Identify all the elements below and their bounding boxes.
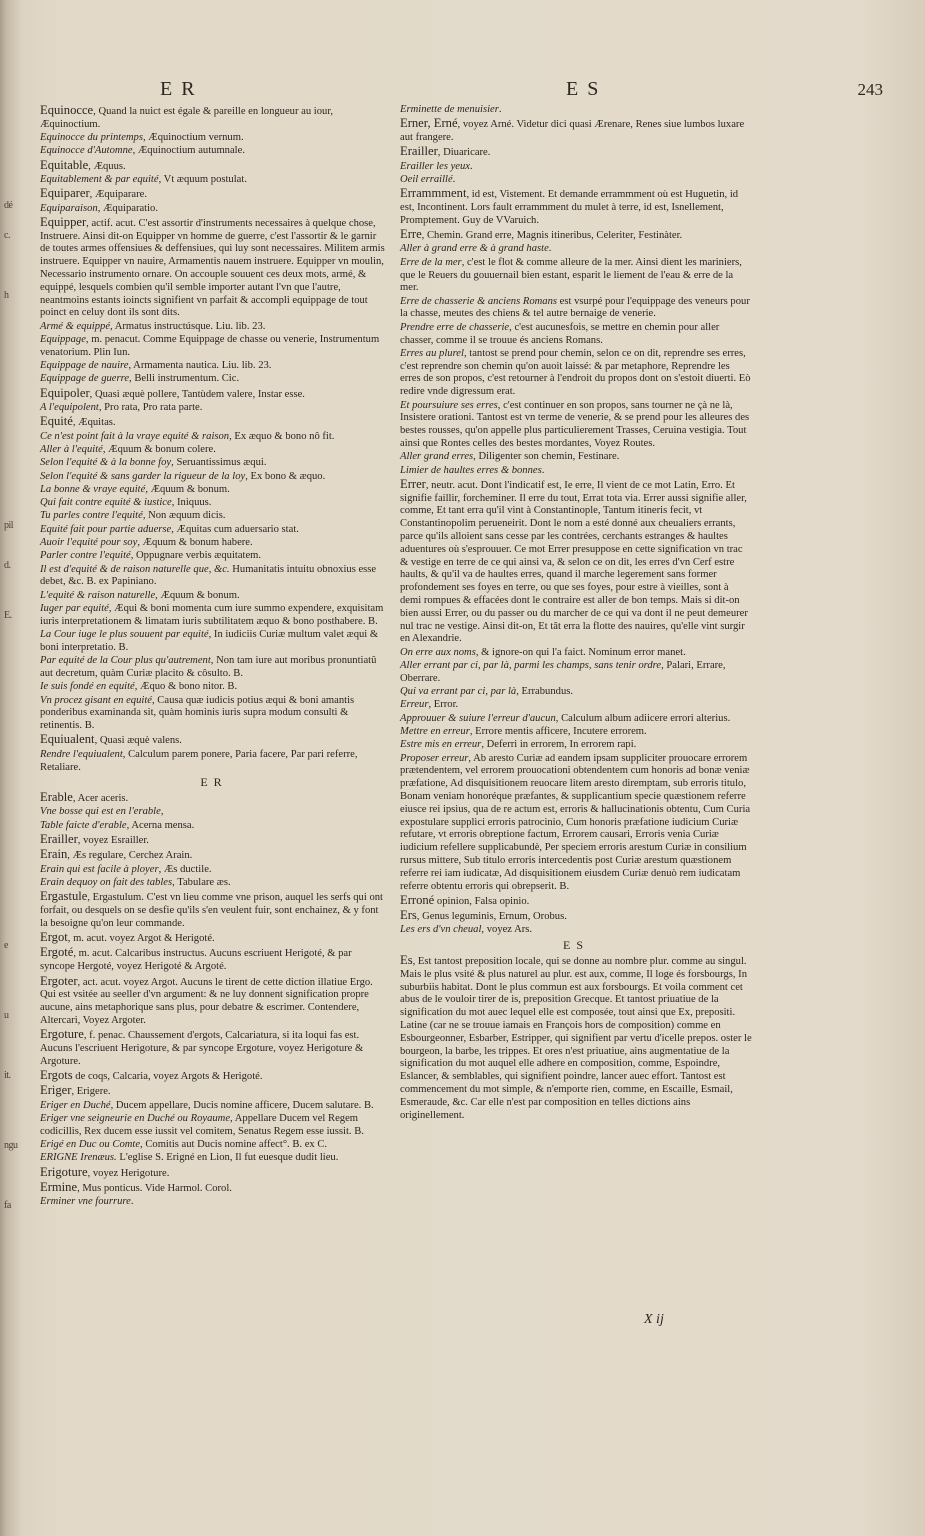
entry-definition: , Chemin. Grand erre, Magnis itineribus, Celeriter, Festinàter. <box>421 230 683 242</box>
entry-headword: Equitable <box>40 157 89 172</box>
dictionary-entry <box>400 909 752 924</box>
dictionary-entry <box>40 749 388 775</box>
entry-headword: Selon l'equité & sans garder la rigueur de la loy <box>40 470 246 482</box>
entry-headword: Equiparer <box>40 186 90 201</box>
entry-headword: Auoir l'equité pour soy <box>40 537 138 548</box>
dictionary-entry <box>40 1139 388 1152</box>
dictionary-entry <box>40 104 388 132</box>
entry-definition: . <box>470 160 473 172</box>
entry-definition: , Erigere. <box>71 1086 111 1098</box>
dictionary-entry <box>400 322 752 348</box>
entry-definition: , voyez Ars. <box>481 924 533 936</box>
entry-headword: Erigoture <box>40 1164 88 1179</box>
entry-definition: , m. acut. voyez Argot & Herigoté. <box>67 933 215 945</box>
dictionary-entry <box>400 243 752 256</box>
entry-definition: . <box>498 104 502 115</box>
entry-headword: Mettre en erreur <box>400 725 470 737</box>
dictionary-entry <box>40 497 388 510</box>
dictionary-entry <box>40 550 388 563</box>
margin-note: u <box>4 1010 9 1021</box>
dictionary-entry <box>40 444 388 457</box>
entry-headword: Errer <box>400 476 426 491</box>
dictionary-entry <box>400 954 752 1122</box>
entry-headword: Erable <box>40 790 73 805</box>
margin-note: fa <box>4 1200 11 1211</box>
dictionary-entry <box>40 402 388 415</box>
entry-definition: opinion, Falsa opinio. <box>434 895 530 907</box>
entry-definition: , Calculum parem ponere, Paria facere, Par pari referre, Retaliare. <box>40 748 358 773</box>
section-heading: ES <box>562 938 589 953</box>
entry-headword: Equiualent <box>40 732 95 747</box>
entry-definition: , Æqui & boni momenta cum iure summo expendere, exquisitam iuris interpretationem & limatam iuris subtilitatem æquo & bono posthabere. B. <box>40 602 384 627</box>
entry-definition: , c'est aucunesfois, se mettre en chemin pour aller chasser, comme il se trouue és anciens Romans. <box>400 321 720 346</box>
entry-headword: Equippage de nauire <box>40 360 129 372</box>
entry-headword: Oeil erraillé <box>400 173 453 185</box>
entry-headword: Erroné <box>400 892 435 907</box>
entry-headword: Es <box>400 953 413 967</box>
entry-definition: , Error. <box>428 699 459 711</box>
entry-headword: Erailler <box>400 144 438 159</box>
entry-headword: Equiparaison <box>40 202 98 214</box>
dictionary-entry <box>40 695 388 733</box>
entry-headword: Ce n'est point fait à la vraye equité & raison <box>40 430 230 442</box>
entry-definition: , voyez Herigoture. <box>87 1167 170 1179</box>
entry-headword: Equitablement & par equité <box>40 173 159 185</box>
entry-definition: , Armatus instructúsque. Liu. lib. 23. <box>110 320 266 332</box>
dictionary-entry <box>400 726 752 739</box>
entry-headword: Equipper <box>40 214 87 229</box>
dictionary-entry <box>400 451 752 464</box>
entry-definition: , f. penac. Chaussement d'ergots, Calcariatura, si ita loqui fas est. Aucuns l'escriuent Herigoture, & par syncope Ergoture, voyez Herigoture & Argoture. <box>40 1030 364 1067</box>
dictionary-entry <box>40 159 388 174</box>
entry-headword: Erre de chasserie & anciens Romans <box>400 295 558 307</box>
entry-definition: , Armamenta nautica. Liu. lib. 23. <box>128 360 272 372</box>
entry-headword: Rendre l'equiualent <box>40 748 123 760</box>
dictionary-entry <box>40 791 388 806</box>
entry-headword: Equité fait pour partie aduerse <box>40 523 172 535</box>
entry-definition: , Quand la nuict est égale & pareille en longueur au iour, Æquinoctium. <box>40 106 334 130</box>
entry-definition: , Deferri in errorem, In errorem rapi. <box>481 739 637 751</box>
margin-note: ngu <box>4 1140 18 1151</box>
entry-headword: Armé & equippé <box>40 320 111 332</box>
margin-note: it. <box>4 1070 11 1081</box>
entry-headword: Iuger par equité <box>40 602 109 614</box>
entry-headword: Les ers d'vn cheual <box>400 924 482 936</box>
entry-definition: , Æquitas cum aduersario stat. <box>171 523 299 535</box>
dictionary-entry <box>40 946 388 974</box>
dictionary-entry <box>40 848 388 863</box>
entry-headword: Equinocce <box>40 103 94 117</box>
dictionary-entry <box>400 465 752 478</box>
entry-headword: Equinocce du printemps <box>40 132 143 144</box>
entry-definition: , Æs ductile. <box>158 863 212 875</box>
entry-definition: , Æquum & bonum. <box>155 589 240 601</box>
entry-definition: , neutr. acut. Dont l'indicatif est, Ie erre, Il vient de ce mot Latin, Erro. Et signifie faillir, forcheminer. Il erre du tout, Errat tota via. Errer aussi signifie aller, comme, Et tant erra qu'il vint à Constantinople, Tantum itineris fecit, vt Constantinopolim perueneirit. Dont le nom a esté donné aux cheualiers errants, parce qu'ils alloient sans cesse par les contrées, cerchants estranges & haultes aduentures où s'esprouuer. Ce mot Errer presuppose en cette signification vn trac & vestige en terre de ce qui ainsi va, & selon ce on dit, les erres d'vn Cerf estre haults, & qu'il va de haultes erres, quand il marche legerement sans former profondement ses foyes en terre, ou que ses foyes, pour estre à vieilles, sont à demi rompues & effacées dont le contraire est aller de bon temps. Mais si dit-on bien aussi Errer, ou du passer ou du marcher de ce qui va dont il ne peut demeurer nul trac ne vestige. Ainsi dit-on, Et tât erra la flotte des nauires, qu'elle vint surgir en Alexandrie. <box>400 479 748 645</box>
entry-headword: Ie suis fondé en equité <box>40 681 135 693</box>
entry-headword: Ergots <box>40 1068 73 1083</box>
dictionary-entry <box>40 1100 388 1113</box>
entry-headword: Erain qui est facile à ployer <box>40 863 159 875</box>
entry-headword: Tu parles contre l'equité <box>40 510 143 522</box>
entry-headword: Limier de haultes erres & bonnes <box>400 464 542 476</box>
dictionary-entry <box>400 699 752 712</box>
entry-definition: , Diligenter son chemin, Festinare. <box>473 451 620 463</box>
dictionary-entry <box>40 590 388 603</box>
dictionary-entry <box>400 924 752 937</box>
entry-definition: , Pro rata, Pro rata parte. <box>98 402 203 414</box>
entry-headword: La bonne & vraye equité <box>40 483 146 495</box>
dictionary-entry <box>40 1152 388 1165</box>
entry-definition: , Causa quæ iudicis potius æqui & boni amantis ponderibus examinanda sit, quàm hominis iuris supra modum consulti & retinentis. B. <box>40 694 355 732</box>
margin-note: dé <box>4 200 13 211</box>
entry-headword: Ergoté <box>40 945 74 960</box>
dictionary-entry <box>40 457 388 470</box>
dictionary-entry <box>40 1166 388 1181</box>
entry-headword: Erminer vne fourrure <box>40 1196 131 1208</box>
entry-definition: , Ex æquo & bono nô fit. <box>229 430 335 442</box>
entry-definition: , Æquitas. <box>72 417 116 429</box>
entry-headword: Erain <box>40 847 68 862</box>
entry-definition: , Æquiparare. <box>89 189 148 201</box>
entry-definition: , Æquus. <box>88 160 126 172</box>
entry-definition: , Belli instrumentum. Cic. <box>129 373 240 385</box>
right-column <box>400 104 752 1123</box>
entry-definition: , c'est continuer en son propos, sans tourner ne çà ne là, Insistere orationi. Tantost est vn terme de venerie, & se prend pour les alleures des bestes rousses, qu'on appelle plus particulierement Trasses, Ceruina vestigia. Tout ainsi que Rontes celles des bestes mordantes, Voyez Routes. <box>400 399 750 449</box>
entry-headword: Parler contre l'equité <box>40 550 131 562</box>
dictionary-entry <box>40 537 388 550</box>
dictionary-entry <box>40 931 388 946</box>
entry-headword: Eriger en Duché <box>40 1099 111 1111</box>
dictionary-entry <box>40 431 388 444</box>
dictionary-entry <box>40 203 388 216</box>
entry-headword: Erigé en Duc ou Comte <box>40 1139 141 1151</box>
entry-definition: , Est tantost preposition locale, qui se donne au nombre plur. comme au singul. Mais le plus vsité & plus naturel au plur. est aux, comme, Il loge és forsbourgs, In suburbiis habitat. Dont le plus commun est aux forsbourgs. Et voila comment cet abus de le vouloir tirer de is, preposition Grecque. Et tantost priuatiue de la signification du mot auec lequel elle est composée, tout ainsi que Ex, prepositi. Latine (car ne se trouue iamais en François hors de composition) comme en Esbourgeonner, Esbarber, Estripper, qui signifient par vertu d'icelle prepos. oster le bourgeon, la barbe, les trippes. Et ores n'est priuatiue, ains augmentatiue de la signification du mot auquel elle adhere en composition, comme, Espoindre, Eslancer, & semblables, qui signifient poindre, lancer auec effort. Tantost est commencement du mot simple, & n'emporte rien, comme, en Escaille, Esmail, Esmeraude, &c. Car elle n'est par composition en telles dictions ains originellement. <box>400 956 752 1121</box>
entry-headword: Par equité de la Cour plus qu'autrement <box>40 655 211 667</box>
entry-definition: , Genus leguminis, Ernum, Orobus. <box>416 911 567 923</box>
entry-headword: La Cour iuge le plus souuent par equité <box>40 629 209 641</box>
entry-headword: On erre aux noms <box>400 646 476 658</box>
dictionary-entry <box>400 187 752 227</box>
entry-definition: , Calculum album adiicere errori alterius. <box>555 712 731 724</box>
entry-definition: , Æquum & bonum. <box>145 483 230 495</box>
entry-definition: , Quasi æquè pollere, Tantùdem valere, Instar esse. <box>89 388 305 400</box>
entry-definition: est vsurpé pour l'equippage des veneurs pour la chasse, meutes des chiens & tel autre bernaige de venerie. <box>400 295 750 320</box>
dictionary-entry <box>40 806 388 819</box>
entry-headword: Estre mis en erreur <box>400 739 482 751</box>
dictionary-entry <box>400 117 752 145</box>
entry-headword: Ergoture <box>40 1027 84 1042</box>
entry-definition: , Æquinoctium autumnale. <box>132 145 245 157</box>
entry-definition: , Quasi æquè valens. <box>94 735 182 747</box>
entry-headword: Aller à l'equité <box>40 443 103 455</box>
entry-definition: , Appellare Ducem vel Regem codicillis, Rex ducem esse iussit vel comitem, Senatus Regem esse iussit. B. <box>40 1112 364 1137</box>
margin-note: pil <box>4 520 14 531</box>
entry-definition: , Acerna mensa. <box>126 819 195 831</box>
entry-headword: Ermine <box>40 1179 78 1194</box>
entry-headword: Ergot <box>40 930 68 945</box>
entry-definition: Humanitatis intuitu obnoxius esse debet, &c. B. ex Papiniano. <box>40 563 377 588</box>
entry-headword: Table faicte d'erable <box>40 819 127 831</box>
dictionary-entry <box>40 820 388 833</box>
entry-definition: , Æquum & bonum habere. <box>137 537 253 548</box>
dictionary-entry <box>400 713 752 726</box>
left-column <box>40 104 388 1210</box>
entry-definition: , act. acut. voyez Argot. Aucuns le tirent de cette diction illatiue Ergo. Qui est vsitée au seeller d'vn argument: & ne luy donnent signification propre aucune, ains metaphorique sans plus, pour debatre & escrimer. Contendere, Altercari, Voyez Argoter. <box>40 976 373 1026</box>
entry-definition: , Oppugnare verbis æquitatem. <box>130 550 262 562</box>
dictionary-entry <box>40 733 388 748</box>
dictionary-entry <box>40 1028 388 1068</box>
entry-headword: Ers <box>400 908 417 923</box>
dictionary-entry <box>40 415 388 430</box>
dictionary-entry <box>400 686 752 699</box>
entry-headword: Erreur <box>400 699 429 711</box>
entry-headword: Proposer erreur <box>400 752 469 764</box>
entry-definition: , m. penacut. Comme Equippage de chasse ou venerie, Instrumentum venatorium. Plin Iun. <box>40 334 380 358</box>
entry-headword: Erailler <box>40 832 78 847</box>
dictionary-entry <box>40 1069 388 1084</box>
entry-definition: L'eglise S. Erigné en Lion, Il fut euesque dudit lieu. <box>116 1152 339 1164</box>
dictionary-entry <box>400 104 752 117</box>
dictionary-entry <box>400 257 752 295</box>
entry-definition: , Æquiparatio. <box>97 202 159 214</box>
entry-headword: Ergastule <box>40 889 88 904</box>
entry-definition: , Ab aresto Curiæ ad eandem ipsam suppliciter prouocare errorem prætendentem, vel errorem prouocationi obtendentem cum honoris ad bonæ veniæ præfatione, Ad disquisitionem reuocare litem aresto diremptam, sub erroris titulo, Bonam veniam honoréque præfantes, & supplicantium specie quæstionem referre eiusce rei ipsius, qua de re actum est, erroris & hallucinationis obtentu, Cum Curia expostulare supplici erroris patrocinio, Cum honoris præfatione iudicium Curiæ refutare, vt erroris obreptione factum, Errorem causari, Erroris venia Curiæ iudicium refellere supplicabundè, Per speciem erroris arestum Curiæ in consilium rursus mittere, Sub titulo erroris intercedentis post Curiæ arestum quæstionem referre rei iam iudicatæ, Ad disquisitionem eiusdem Curiæ denuò rem iudicatam referre obtentu erroris qui obrepserit. B. <box>400 752 751 892</box>
entry-definition: , voyez Arné. Videtur dici quasi Ærenare, Renes siue lumbos luxare aut frangere. <box>400 119 745 144</box>
entry-definition: , c'est le flot & comme alleure de la mer. Ainsi dient les mariniers, que le Reuers du gouuernail bien estant, esparit le liement de l'eau & erre de la mer. <box>400 256 742 294</box>
section-heading: ER <box>200 775 228 790</box>
entry-headword: Qui va errant par ci, par là <box>400 686 517 698</box>
dictionary-entry <box>40 387 388 402</box>
entry-definition: . <box>548 243 552 255</box>
dictionary-entry <box>400 228 752 243</box>
dictionary-entry <box>40 681 388 694</box>
entry-definition: , Non æquum dicis. <box>142 510 226 522</box>
dictionary-entry <box>400 753 752 894</box>
dictionary-entry <box>40 833 388 848</box>
dictionary-entry <box>40 484 388 497</box>
dictionary-entry <box>40 564 388 590</box>
margin-note: c. <box>4 230 10 241</box>
entry-definition: . <box>130 1196 134 1208</box>
entry-headword: Qui fait contre equité & iustice <box>40 497 172 509</box>
margin-note: e <box>4 940 8 951</box>
entry-definition: , In iudiciis Curiæ multum valet æqui & boni interpretatio. B. <box>40 629 379 653</box>
dictionary-entry <box>400 161 752 174</box>
left-margin-notes <box>0 0 22 1536</box>
entry-definition: , Tabulare æs. <box>172 876 231 888</box>
entry-headword: Equippage <box>40 334 86 346</box>
margin-note: h <box>4 290 9 301</box>
dictionary-entry <box>40 629 388 655</box>
margin-note: d. <box>4 560 11 571</box>
entry-headword: Equippage de guerre <box>40 373 130 385</box>
entry-definition: , m. acut. Calcaribus instructus. Aucuns escriuent Herigoté, & par syncope Hergoté, voyez Herigoté & Argoté. <box>40 948 352 973</box>
entry-headword: Erre <box>400 227 422 242</box>
dictionary-entry <box>40 890 388 930</box>
dictionary-entry <box>400 296 752 322</box>
entry-headword: Il est d'equité & de raison naturelle que, &c. <box>40 563 230 575</box>
entry-definition: , Comitis aut Ducis nomine affect°. B. ex C. <box>140 1139 328 1151</box>
dictionary-entry <box>400 739 752 752</box>
entry-headword: Equinocce d'Automne <box>40 145 133 157</box>
entry-definition: , Errabundus. <box>516 686 574 698</box>
entry-definition: , Acer aceris. <box>72 793 129 805</box>
entry-definition: de coqs, Calcaria, voyez Argots & Herigoté. <box>72 1071 263 1083</box>
entry-headword: Ergoter <box>40 973 78 988</box>
dictionary-entry <box>40 975 388 1028</box>
entry-definition: , Æquum & bonum colere. <box>102 443 216 455</box>
entry-headword: Erner, Erné <box>400 116 458 131</box>
entry-definition: . <box>452 173 456 185</box>
dictionary-entry <box>40 334 388 360</box>
entry-headword: Erminette de menuisier <box>400 104 499 115</box>
dictionary-entry <box>40 603 388 629</box>
entry-definition: , Palari, Errare, Oberrare. <box>400 659 726 684</box>
entry-headword: Vne bosse qui est en l'erable <box>40 806 161 818</box>
entry-headword: Vn procez gisant en equité <box>40 694 152 706</box>
entry-definition: , voyez Esrailler. <box>77 835 149 847</box>
entry-definition: , Seruantissimus æqui. <box>171 457 267 469</box>
entry-definition: , <box>160 806 164 818</box>
entry-definition: , & ignore-on qui l'a faict. Nominum error manet. <box>475 646 686 658</box>
entry-definition: , Vt æquum postulat. <box>158 173 247 185</box>
entry-headword: Et poursuiure ses erres <box>400 399 498 411</box>
entry-headword: Erres au plurel <box>400 347 464 359</box>
entry-definition: , Æquo & bono nitor. B. <box>134 681 238 693</box>
signature-mark: X ij <box>644 1312 664 1327</box>
dictionary-entry <box>400 478 752 646</box>
dictionary-entry <box>40 360 388 373</box>
entry-headword: Aller errant par ci, par là, parmi les champs, sans tenir ordre <box>400 659 662 671</box>
dictionary-entry <box>40 524 388 537</box>
dictionary-entry <box>40 145 388 158</box>
dictionary-entry <box>40 1084 388 1099</box>
entry-headword: Errammment <box>400 186 467 201</box>
entry-headword: Equité <box>40 414 73 429</box>
dictionary-entry <box>40 187 388 202</box>
entry-headword: Eriger <box>40 1083 72 1098</box>
dictionary-entry <box>40 132 388 145</box>
dictionary-entry <box>40 1113 388 1139</box>
entry-definition: , Iniquus. <box>171 497 212 509</box>
entry-definition: , Mus ponticus. Vide Harmol. Corol. <box>77 1182 232 1194</box>
dictionary-entry <box>40 321 388 334</box>
entry-definition: , Æquinoctium vernum. <box>142 132 244 144</box>
margin-note: E. <box>4 610 12 621</box>
entry-definition: , id est, Vistement. Et demande errammment où est Huguetin, id est, Incontinent. Lors fault errammment du mulet à terre, id est, Isnellement, Promptement. Guy de VVaruich. <box>400 189 739 226</box>
entry-headword: Prendre erre de chasserie <box>400 321 510 333</box>
entry-headword: Equipoler <box>40 385 90 400</box>
entry-headword: Erain dequoy on fait des tables <box>40 876 173 888</box>
dictionary-entry <box>40 216 388 320</box>
entry-headword: Aller grand erres <box>400 451 474 463</box>
dictionary-entry <box>40 864 388 877</box>
entry-definition: , tantost se prend pour chemin, selon ce on dit, reprendre ses erres, c'est reprendre son chemin qu'on auoit laissé: & par metaphore, Reprendre les erres de son propos, c'est retourner à l'endroit du propos dont on s'estoit diuerti. Eò redire vnde digressum erat. <box>400 347 751 398</box>
dictionary-entry <box>400 348 752 399</box>
entry-definition: , Ducem appellare, Ducis nomine afficere, Ducem salutare. B. <box>110 1099 374 1111</box>
entry-headword: Eriger vne seigneurie en Duché ou Royaume <box>40 1112 231 1124</box>
dictionary-entry <box>400 174 752 187</box>
entry-definition: . <box>541 464 545 476</box>
dictionary-entry <box>40 655 388 681</box>
entry-definition: , Ergastulum. C'est vn lieu comme vne prison, auquel les serfs qui ont forfait, ou desquels on se desfie qu'ils s'en veulent fuir, sont enchainez, & y font la besoigne qu'on leur commande. <box>40 892 383 929</box>
entry-definition: , Errore mentis afficere, Incutere errorem. <box>469 725 647 737</box>
dictionary-entry <box>400 894 752 909</box>
entry-headword: Approuuer & suiure l'erreur d'aucun <box>400 712 556 724</box>
entry-definition: , actif. acut. C'est assortir d'instruments necessaires à quelque chose, Instruere. Ainsi dit-on Equipper vn homme de guerre, c'est l'assortir & le garnir de toutes armes offensiues & deffensiues, qui luy sont necessaires. Militem armis instruere. Equipper vn nauire, Armamentis nauem instruere. Equipper vn moulin, Necessario instrumento ornare. On accouple souuent ces deux mots, armé, & equippé, lesquels combien qu'il semble importer autant l'vn que l'autre, neantmoins estants ioincts signifient vn parfait & accompli equippage de tout poinct en celuy dont ils sont dits. <box>40 217 385 319</box>
dictionary-entry <box>40 877 388 890</box>
dictionary-entry <box>40 1196 388 1209</box>
page-number: 243 <box>857 80 883 99</box>
entry-headword: Selon l'equité & à la bonne foy <box>40 457 172 469</box>
dictionary-entry <box>40 174 388 187</box>
entry-headword: ERIGNE Irenæus. <box>40 1152 117 1164</box>
dictionary-entry <box>40 471 388 484</box>
dictionary-entry <box>400 400 752 451</box>
dictionary-entry <box>400 660 752 686</box>
entry-definition: , Non tam iure aut moribus pronuntiatû aut decretum, quàm Curiæ placito & côsulto. B. <box>40 655 377 679</box>
entry-definition: , Diuaricare. <box>437 147 491 159</box>
entry-headword: Erailler les yeux <box>400 160 471 172</box>
running-head-left: ER <box>160 78 204 100</box>
entry-headword: A l'equipolent <box>40 402 99 414</box>
entry-definition: , Ex bono & æquo. <box>245 470 326 482</box>
dictionary-entry <box>400 647 752 660</box>
entry-headword: Erre de la mer <box>400 256 462 268</box>
entry-headword: L'equité & raison naturelle <box>40 589 156 601</box>
dictionary-entry <box>40 1181 388 1196</box>
dictionary-entry <box>400 145 752 160</box>
dictionary-entry <box>40 373 388 386</box>
dictionary-entry <box>40 510 388 523</box>
running-head-right: ES <box>566 78 608 100</box>
entry-headword: Aller à grand erre & à grand haste <box>400 243 549 255</box>
entry-definition: , Æs regulare, Cerchez Arain. <box>67 850 193 862</box>
